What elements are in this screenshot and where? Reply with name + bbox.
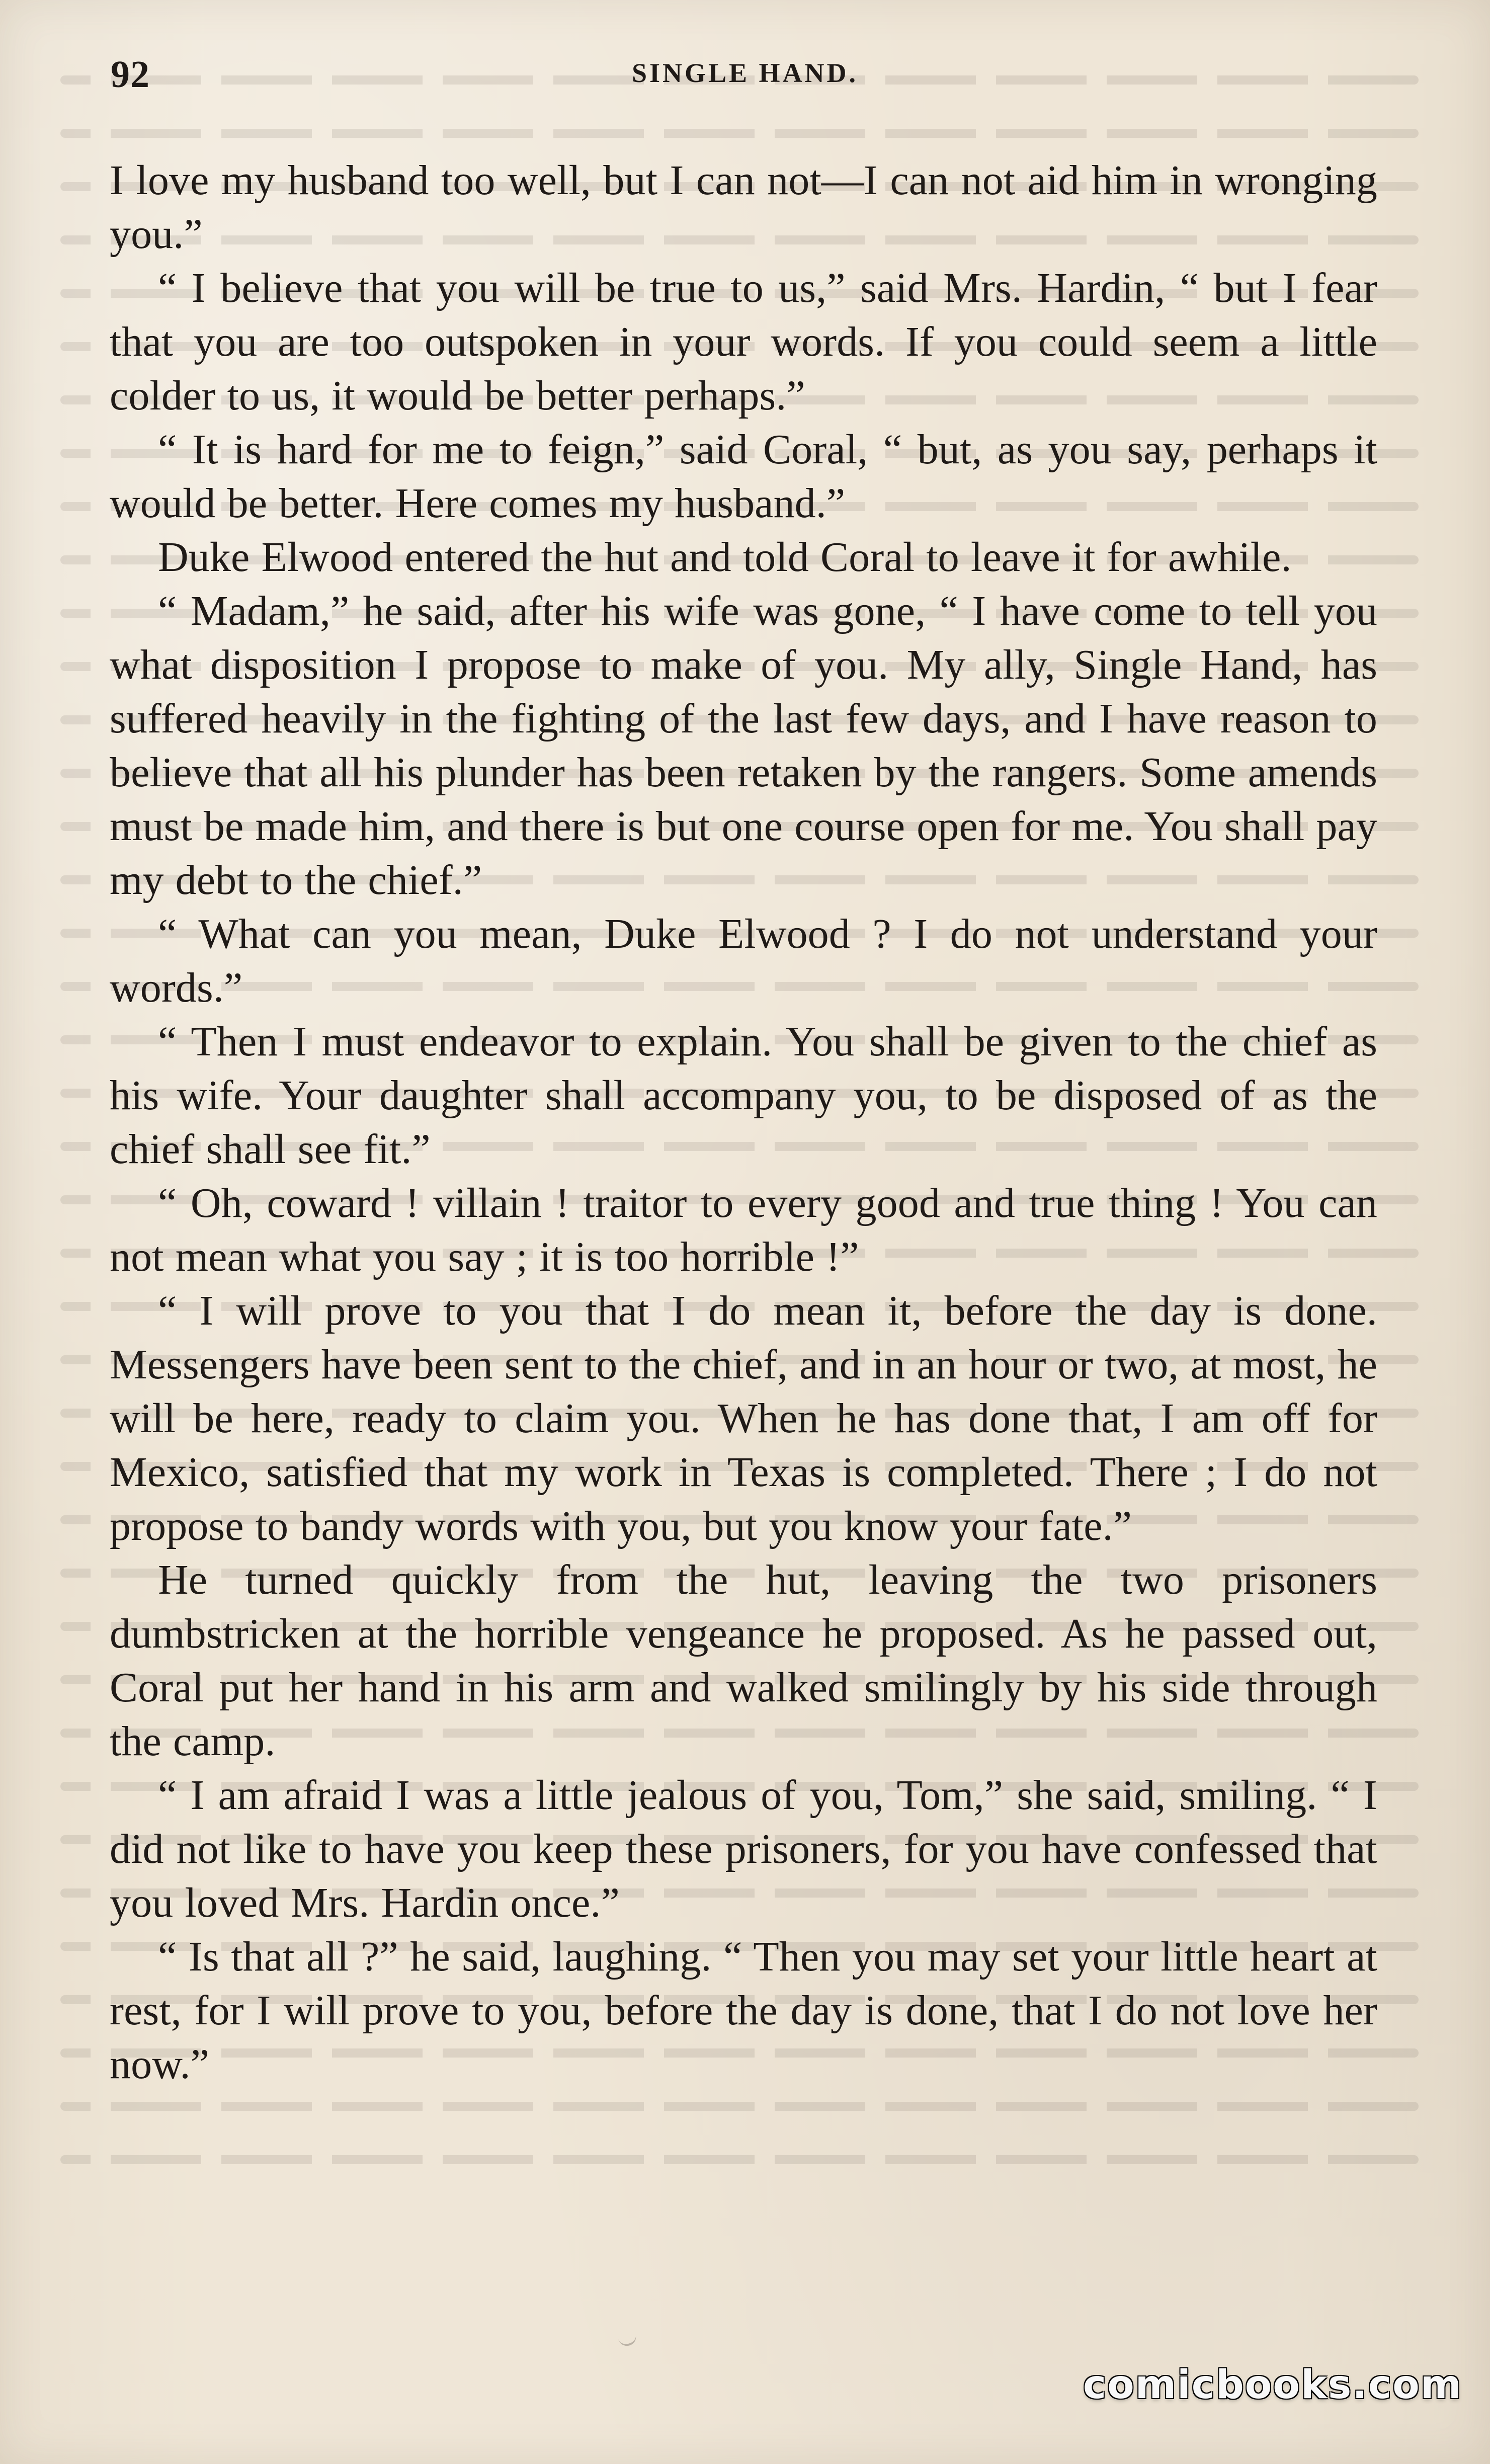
paragraph: “ Is that all ?” he said, laughing. “ Then you may set your little heart at rest, for I will prove to you, before the day is done, that I do not love her now.” bbox=[110, 1933, 1377, 2088]
watermark: comicbooks.com bbox=[1083, 2362, 1462, 2408]
paragraph: “ It is hard for me to feign,” said Coral, “ but, as you say, perhaps it would be better. Here comes my husband.” bbox=[110, 426, 1377, 527]
body-text bbox=[110, 153, 1377, 2091]
ghost-line bbox=[60, 2102, 1419, 2111]
paragraph: “ Madam,” he said, after his wife was gone, “ I have come to tell you what disposition I propose to make of you. My ally, Single Hand, has suffered heavily in the fighting of the last few days, and I have reason to believe that all his plunder has been retaken by the rangers. Some amends must be made him, and there is but one course open for me. You shall pay my debt to the chief.” bbox=[110, 588, 1377, 904]
paragraph: He turned quickly from the hut, leaving the two prisoners dumbstricken at the horrible vengeance he proposed. As he passed out, Coral put her hand in his arm and walked smilingly by his side through the camp. bbox=[110, 1556, 1377, 1765]
paragraph: I love my husband too well, but I can not—I can not aid him in wronging you.” bbox=[110, 157, 1377, 258]
running-head: SINGLE HAND. bbox=[631, 58, 859, 88]
paragraph: “ I am afraid I was a little jealous of you, Tom,” she said, smiling. “ I did not like to have you keep these prisoners, for you have confessed that you loved Mrs. Hardin once.” bbox=[110, 1772, 1377, 1926]
paragraph: “ Oh, coward ! villain ! traitor to every good and true thing ! You can not mean what you say ; it is too horrible !” bbox=[110, 1180, 1377, 1280]
page-number: 92 bbox=[111, 53, 150, 96]
paragraph: “ I will prove to you that I do mean it, before the day is done. Messengers have been sent to the chief, and in an hour or two, at most, he will be here, ready to claim you. When he has done that, I am off for Mexico, satisfied that my work in Texas is completed. There ; I do not propose to bandy words with you, but you know your fate.” bbox=[110, 1287, 1377, 1549]
ghost-line bbox=[60, 129, 1419, 138]
printer-mark bbox=[618, 2333, 638, 2348]
paragraph: “ I believe that you will be true to us,” said Mrs. Hardin, “ but I fear that you are too outspoken in your words. If you could seem a little colder to us, it would be better perhaps.” bbox=[110, 265, 1377, 419]
paragraph: Duke Elwood entered the hut and told Coral to leave it for awhile. bbox=[158, 534, 1292, 581]
paragraph: “ What can you mean, Duke Elwood ? I do not understand your words.” bbox=[110, 911, 1377, 1011]
page-header bbox=[111, 55, 1379, 101]
paragraph: “ Then I must endeavor to explain. You shall be given to the chief as his wife. Your daughter shall accompany you, to be disposed of as the chief shall see fit.” bbox=[110, 1018, 1377, 1173]
ghost-line bbox=[60, 2155, 1419, 2164]
